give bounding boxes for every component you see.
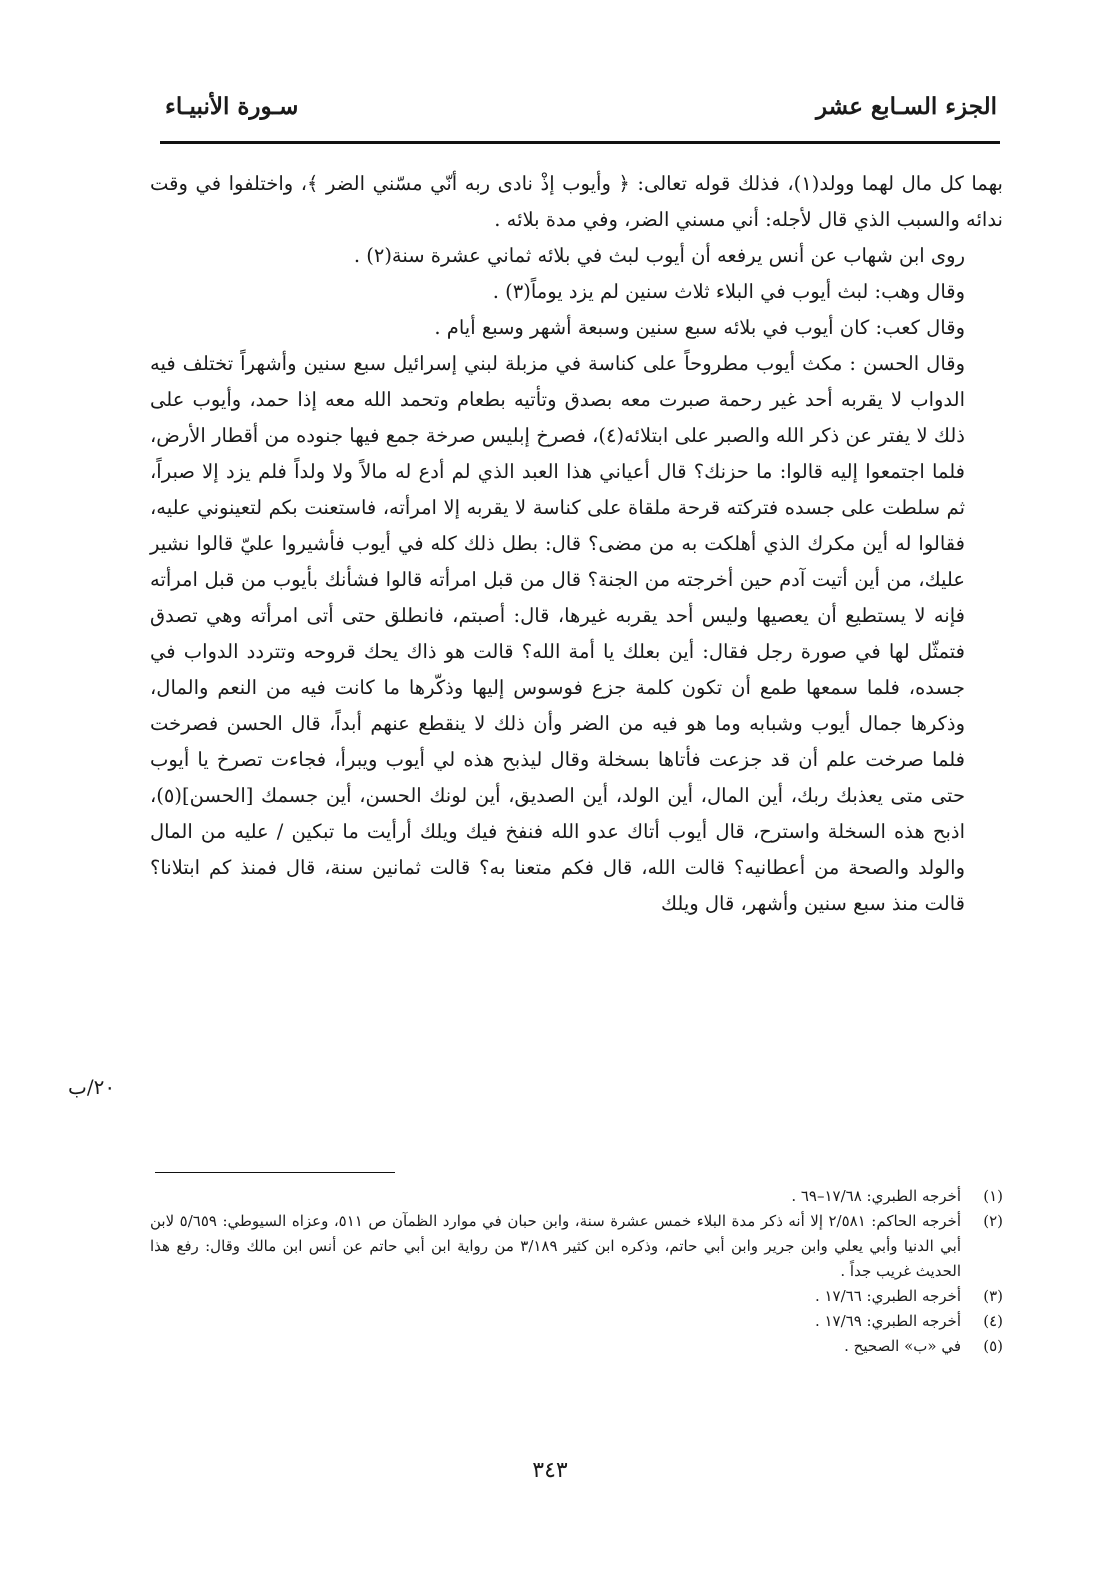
footnote-text: أخرجه الطبري: ١٧/٦٨–٦٩ .: [791, 1187, 961, 1205]
running-header-part: الجزء السـابع عشر: [815, 93, 997, 120]
footnote: [150, 1309, 1003, 1334]
manuscript-folio-note: ٢٠/ب: [68, 1075, 116, 1099]
footnote-number: (٤): [983, 1312, 1003, 1330]
footnote-number: (٣): [983, 1287, 1003, 1305]
footnote-rule: [155, 1172, 395, 1173]
footnote: [150, 1209, 1003, 1284]
footnote-number: (١): [983, 1187, 1003, 1205]
running-header-surah: سـورة الأنبيـاء: [165, 93, 299, 120]
main-text: [150, 166, 1003, 922]
footnote-text: أخرجه الطبري: ١٧/٦٩ .: [814, 1312, 961, 1330]
paragraph-2: روى ابن شهاب عن أنس يرفعه أن أيوب لبث في بلائه ثماني عشرة سنة(٢) .: [353, 244, 965, 267]
paragraph-1: بهما كل مال لهما وولد(١)، فذلك قوله تعالى: ﴿ وأيوب إذْ نادى ربه أنّي مسّني الضر ﴾، واختلفوا في وقت ندائه والسبب الذي قال لأجله: أني مسني الضر، وفي مدة بلائه .: [150, 172, 1003, 231]
footnote: [150, 1334, 1003, 1359]
footnote: [150, 1184, 1003, 1209]
paragraph-4: وقال كعب: كان أيوب في بلائه سبع سنين وسبعة أشهر وسبع أيام .: [434, 316, 965, 339]
footnote-text: في «ب» الصحيح .: [844, 1337, 961, 1355]
footnote-number: (٢): [983, 1212, 1003, 1230]
paragraph-5: وقال الحسن : مكث أيوب مطروحاً على كناسة في مزبلة لبني إسرائيل سبع سنين وأشهراً تختلف فيه الدواب لا يقربه أحد غير رحمة صبرت معه بصدق وتأتيه بطعام وتحمد الله معه إذا حمد، وأيوب على ذلك لا يفتر عن ذكر الله والصبر على ابتلائه(٤)، فصرخ إبليس صرخة جمع فيها جنوده من أقطار الأرض، فلما اجتمعوا إليه قالوا: ما حزنك؟ قال أعياني هذا العبد الذي لم أدع له مالاً ولا ولداً فلم يزد إلا صبراً، ثم سلطت على جسده فتركته قرحة ملقاة على كناسة لا يقربه إلا امرأته، فاستعنت بكم لتعينوني عليه، فقالوا له أين مكرك الذي أهلكت به من مضى؟ قال: بطل ذلك كله في أيوب فأشيروا عليّ قالوا نشير عليك، من أين أتيت آدم حين أخرجته من الجنة؟ قال من قبل امرأته قالوا فشأنك بأيوب من قبل امرأته فإنه لا يستطيع أن يعصيها وليس أحد يقربه غيرها، قال: أصبتم، فانطلق حتى أتى امرأته وهي تصدق فتمثّل لها في صورة رجل فقال: أين بعلك يا أمة الله؟ قالت هو ذاك يحك قروحه وتتردد الدواب في جسده، فلما سمعها طمع أن تكون كلمة جزع فوسوس إليها وذكّرها ما كانت فيه من النعم والمال، وذكرها جمال أيوب وشبابه وما هو فيه من الضر وأن ذلك لا ينقطع عنهم أبداً، قال الحسن فصرخت فلما صرخت علم أن قد جزعت فأتاها بسخلة وقال ليذبح هذه لي أيوب ويبرأ، فجاءت تصرخ يا أيوب حتى متى يعذبك ربك، أين المال، أين الولد، أين الصديق، أين لونك الحسن، أين جسمك [الحسن](٥)، اذبح هذه السخلة واسترح، قال أيوب أتاك عدو الله فنفخ فيك ويلك أرأيت ما تبكين / عليه من المال والولد والصحة من أعطانيه؟ قالت الله، قال فكم متعنا به؟ قالت ثمانين سنة، قال فمنذ كم ابتلانا؟ قالت منذ سبع سنين وأشهر، قال ويلك: [150, 352, 965, 915]
footnote-text: أخرجه الطبري: ١٧/٦٦ .: [814, 1287, 961, 1305]
footnote: [150, 1284, 1003, 1309]
paragraph-3: وقال وهب: لبث أيوب في البلاء ثلاث سنين لم يزد يوماً(٣) .: [492, 280, 965, 303]
page-number: ٣٤٣: [532, 1458, 568, 1483]
footnote-number: (٥): [983, 1337, 1003, 1355]
footnote-text: أخرجه الحاكم: ٢/٥٨١ إلا أنه ذكر مدة البلاء خمس عشرة سنة، وابن حبان في موارد الظمآن ص ٥١١، وعزاه السيوطي: ٥/٦٥٩ لابن أبي الدنيا وأبي يعلي وابن جرير وابن أبي حاتم، وذكره ابن كثير ٣/١٨٩ من رواية ابن أبي حاتم عن أنس ابن مالك وقال: رفع هذا الحديث غريب جداً .: [150, 1212, 961, 1280]
header-rule: [160, 141, 1000, 144]
footnotes: [150, 1184, 1003, 1359]
